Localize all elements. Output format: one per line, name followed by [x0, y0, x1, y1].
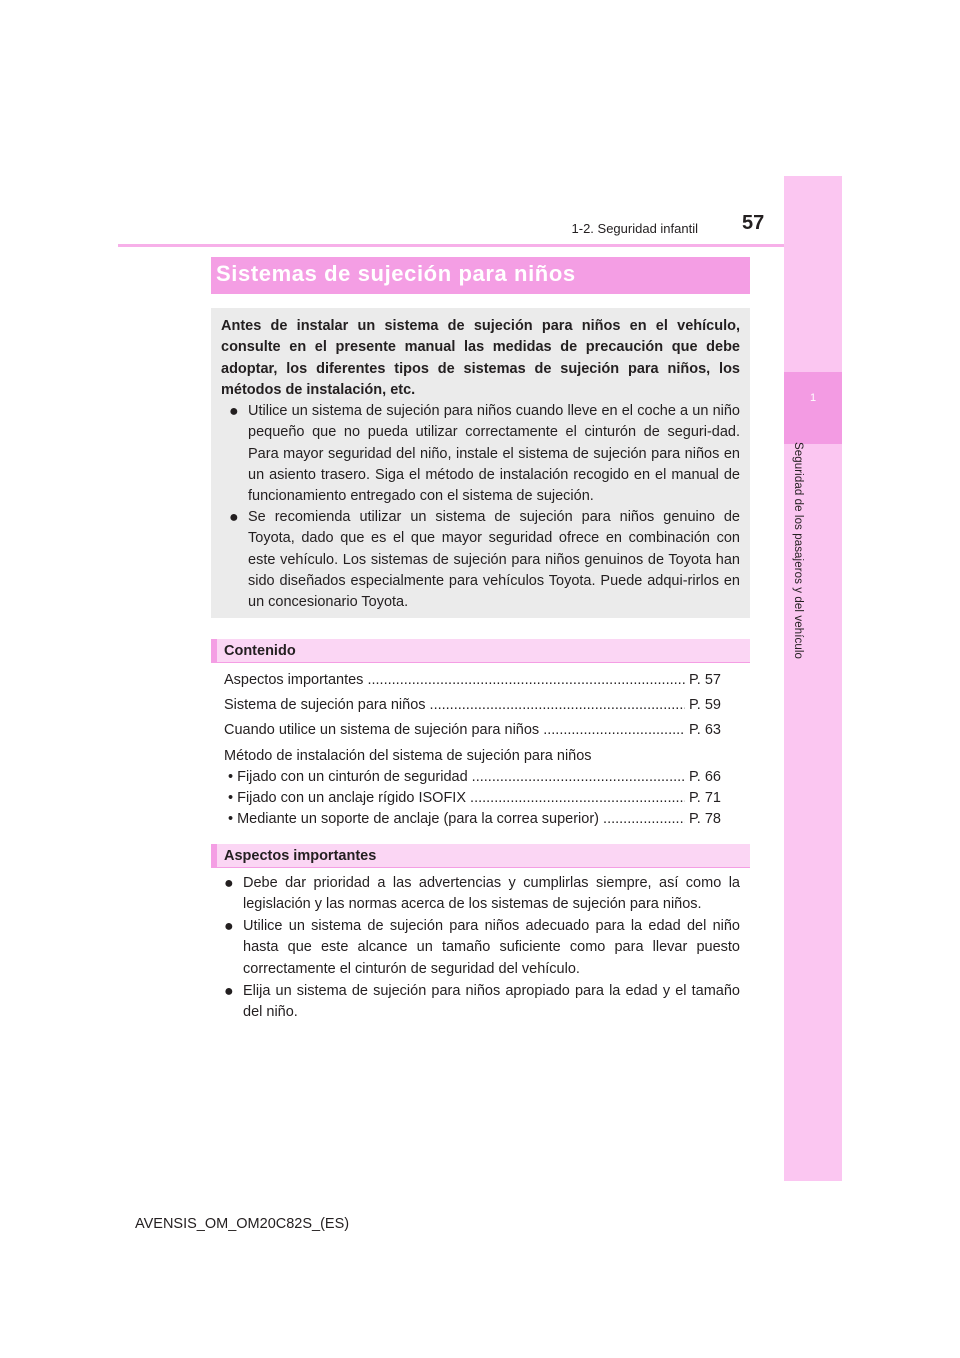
bullet-icon: ● — [224, 875, 234, 892]
contents-heading: Contenido — [224, 643, 296, 659]
page-number: 57 — [742, 212, 765, 234]
toc-entry-label: • Fijado con un cinturón de seguridad ..... — [224, 767, 685, 788]
toc-entry-page: P. 71 — [689, 790, 721, 806]
toc-entry-page: P. 66 — [689, 769, 721, 785]
bullet-icon: ● — [229, 509, 239, 526]
bullet-icon: ● — [224, 983, 234, 1000]
toc-entry[interactable] — [224, 695, 721, 716]
important-bullet: Elija un sistema de sujeción para niños apropiado para la edad y el tamaño del niño. — [243, 983, 740, 1021]
toc-entry-label: Sistema de sujeción para niños ..... — [224, 695, 685, 716]
important-heading: Aspectos importantes — [224, 848, 377, 864]
toc-group-label: Método de instalación del sistema de sujeción para niños — [224, 748, 592, 764]
page-title: Sistemas de sujeción para niños — [216, 261, 576, 286]
toc-entry-label: • Fijado con un anclaje rígido ISOFIX ..... — [224, 788, 685, 809]
bullet-icon: ● — [229, 403, 239, 420]
toc-entry-page: P. 59 — [689, 697, 721, 713]
toc-entry-label: Cuando utilice un sistema de sujeción para niños ..... — [224, 720, 685, 741]
chapter-number: 1 — [809, 392, 817, 404]
bullet-icon: ● — [224, 918, 234, 935]
toc-entry-page: P. 57 — [689, 672, 721, 688]
chapter-side-tab-active-marker — [784, 372, 842, 444]
intro-bullet: Se recomienda utilizar un sistema de sujeción para niños genuino de Toyota, dado que es el que mayor seguridad ofrece en combinación con este vehículo. Los sistemas de sujeción para niños genuinos de Toyota han sido diseñados especialmente para vehículos Toyota. Puede adqui-rirlos en un concesionario Toyota. — [248, 509, 740, 611]
footer-document-code: AVENSIS_OM_OM20C82S_(ES) — [135, 1216, 350, 1232]
important-bullet: Utilice un sistema de sujeción para niños adecuado para la edad del niño hasta que este alcance un tamaño suficiente como para llevar puesto correctamente el cinturón de seguridad del vehículo. — [243, 918, 740, 977]
toc-entry[interactable] — [224, 720, 721, 741]
toc-entry-label: • Mediante un soporte de anclaje (para la correa superior) ..... — [224, 809, 685, 830]
toc-sub-entry[interactable] — [224, 788, 721, 809]
intro-lead-paragraph: Antes de instalar un sistema de sujeción para niños en el vehículo, consulte en el presente manual las medidas de precaución que debe adoptar, los diferentes tipos de sistemas de sujeción para niños, los métodos de instalación, etc. — [221, 318, 740, 398]
header-rule — [118, 244, 784, 247]
chapter-side-tab — [784, 176, 842, 1181]
toc-entry-page: P. 78 — [689, 811, 721, 827]
important-bullet: Debe dar prioridad a las advertencias y cumplirlas siempre, así como la legislación y las normas acerca de los sistemas de sujeción para niños. — [243, 875, 740, 913]
toc-entry[interactable] — [224, 670, 721, 691]
chapter-title-vertical: Seguridad de los pasajeros y del vehículo — [792, 442, 804, 659]
section-name: 1-2. Seguridad infantil — [571, 221, 698, 236]
toc-sub-entry[interactable] — [224, 809, 721, 830]
toc-entry-page: P. 63 — [689, 722, 721, 738]
intro-bullet: Utilice un sistema de sujeción para niños cuando lleve en el coche a un niño pequeño que no pueda utilizar correctamente el cinturón de seguri-dad. Para mayor seguridad del niño, instale el sistema de sujeción para niños en un asiento trasero. Siga el método de instalación recogido en el manual de funcionamiento entregado con el sistema de sujeción. — [248, 403, 740, 505]
toc-entry-label: Aspectos importantes ..... — [224, 670, 685, 691]
toc-sub-entry[interactable] — [224, 767, 721, 788]
